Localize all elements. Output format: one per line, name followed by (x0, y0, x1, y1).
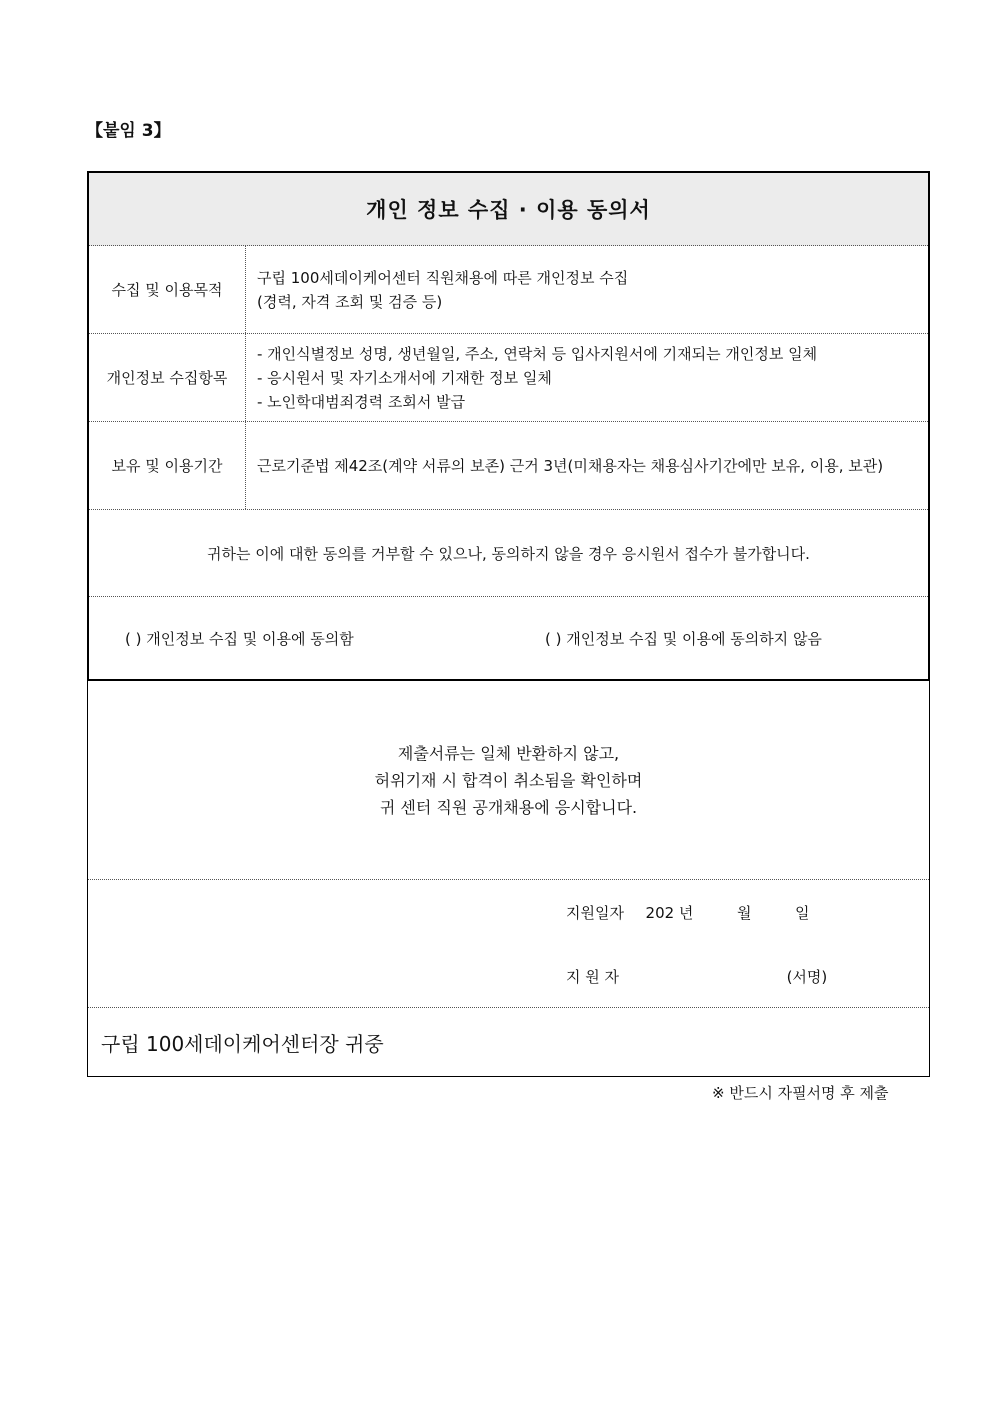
row-value (246, 246, 928, 333)
signature-block (88, 880, 929, 1008)
row-label: 보유 및 이용기간 (89, 422, 246, 509)
signature-field[interactable]: (서명) (786, 968, 828, 986)
applicant-label: 지 원 자 (566, 968, 620, 986)
recipient: 구립 100세데이케어센터장 귀중 (101, 1031, 384, 1056)
attachment-label: 【붙임 3】 (86, 121, 171, 141)
value-line: - 개인식별정보 성명, 생년월일, 주소, 연락처 등 입사지원서에 기재되는 개인정보 일체 (257, 344, 818, 363)
application-date (566, 902, 810, 923)
form-title: 개인 정보 수집 · 이용 동의서 (89, 173, 928, 246)
date-month[interactable]: 월 (736, 904, 752, 922)
date-day[interactable]: 일 (795, 904, 810, 922)
value-line: 구립 100세데이케어센터 직원채용에 따른 개인정보 수집 (257, 268, 629, 287)
row-value (246, 334, 928, 421)
value-line: 근로기준법 제42조(계약 서류의 보존) 근거 3년(미채용자는 채용심사기간에만 보유, 이용, 보관) (257, 456, 884, 475)
items-row (89, 334, 928, 422)
value-line: - 응시원서 및 자기소개서에 기재한 정보 일체 (257, 368, 552, 387)
agree-option[interactable]: ( ) 개인정보 수집 및 이용에 동의함 (125, 629, 354, 648)
value-line: - 노인학대범죄경력 조회서 발급 (257, 392, 466, 411)
statement-line: 허위기재 시 합격이 취소됨을 확인하며 (374, 770, 643, 790)
row-label: 수집 및 이용목적 (89, 246, 246, 333)
disagree-option[interactable]: ( ) 개인정보 수집 및 이용에 동의하지 않음 (545, 629, 822, 648)
consent-form (87, 171, 930, 1077)
row-label: 개인정보 수집항목 (89, 334, 246, 421)
period-row (89, 422, 928, 510)
date-year[interactable]: 202 년 (645, 904, 694, 922)
submission-statement (88, 681, 929, 880)
submission-section (87, 681, 930, 1077)
statement-line: 귀 센터 직원 공개채용에 응시합니다. (379, 797, 638, 817)
row-value (246, 422, 928, 509)
purpose-row (89, 246, 928, 334)
consent-section (87, 171, 930, 681)
refusal-notice: 귀하는 이에 대한 동의를 거부할 수 있으나, 동의하지 않을 경우 응시원서 접수가 불가합니다. (89, 510, 928, 597)
applicant-line (566, 966, 827, 987)
consent-choices (89, 597, 928, 679)
date-label: 지원일자 (566, 904, 624, 922)
statement-line: 제출서류는 일체 반환하지 않고, (397, 743, 620, 763)
footnote: ※ 반드시 자필서명 후 제출 (712, 1084, 889, 1102)
value-line: (경력, 자격 조회 및 검증 등) (257, 292, 443, 311)
